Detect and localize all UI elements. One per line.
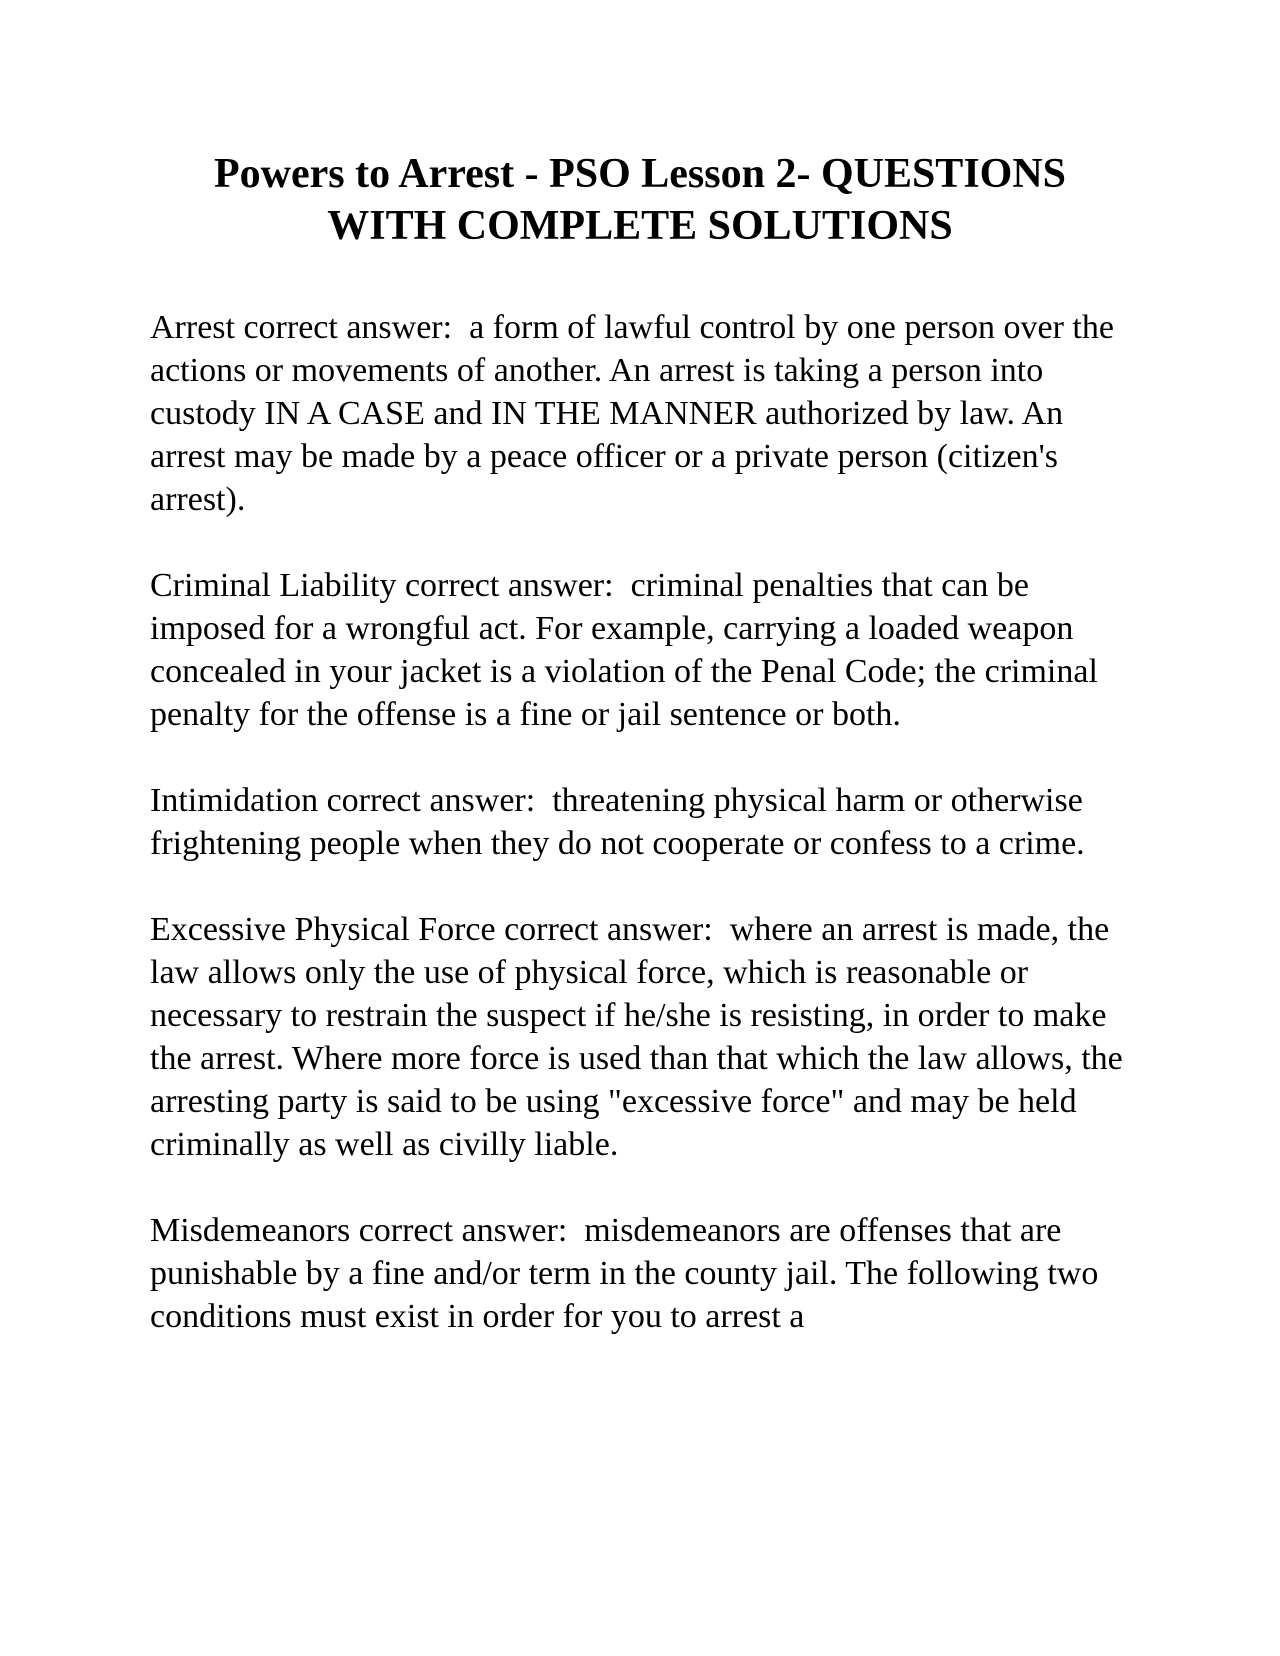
entry-term: Criminal Liability <box>150 567 397 604</box>
entry-answer-label: correct answer: <box>326 782 544 819</box>
entry-answer-label: correct answer: <box>358 1212 576 1249</box>
entry-term: Misdemeanors <box>150 1212 351 1249</box>
entry-definition: threatening physical harm or otherwise frightening people when they do not cooperate or confess to a crime. <box>150 782 1085 862</box>
entry-definition: where an arrest is made, the law allows only the use of physical force, which is reasonable or necessary to restrain the suspect if he/she is resisting, in order to make the arrest. Where more force is used than that which the law allows, the arresting party is said to be using "excessive force" and may be held criminally as well as civilly liable. <box>150 911 1123 1163</box>
entry-definition: a form of lawful control by one person over the actions or movements of another. An arrest is taking a person into custody IN A CASE and IN THE MANNER authorized by law. An arrest may be made by a peace officer or a private person (citizen's arrest). <box>150 309 1114 518</box>
document-body <box>150 306 1135 1381</box>
entry-excessive-physical-force <box>150 908 1135 1166</box>
entry-definition: misdemeanors are offenses that are punishable by a fine and/or term in the county jail. The following two conditions must exist in order for you to arrest a <box>150 1212 1099 1335</box>
entry-answer-label: correct answer: <box>504 911 722 948</box>
entry-definition: criminal penalties that can be imposed for a wrongful act. For example, carrying a loaded weapon concealed in your jacket is a violation of the Penal Code; the criminal penalty for the offense is a fine or jail sentence or both. <box>150 567 1098 733</box>
entry-term: Arrest <box>150 309 235 346</box>
entry-intimidation <box>150 779 1135 865</box>
entry-criminal-liability <box>150 564 1135 736</box>
entry-arrest <box>150 306 1135 521</box>
page-title: Powers to Arrest - PSO Lesson 2- QUESTIONS WITH COMPLETE SOLUTIONS <box>213 151 1067 249</box>
entry-term: Intimidation <box>150 782 319 819</box>
entry-term: Excessive Physical Force <box>150 911 496 948</box>
entry-misdemeanors <box>150 1209 1135 1338</box>
entry-answer-label: correct answer: <box>243 309 461 346</box>
entry-answer-label: correct answer: <box>404 567 623 604</box>
